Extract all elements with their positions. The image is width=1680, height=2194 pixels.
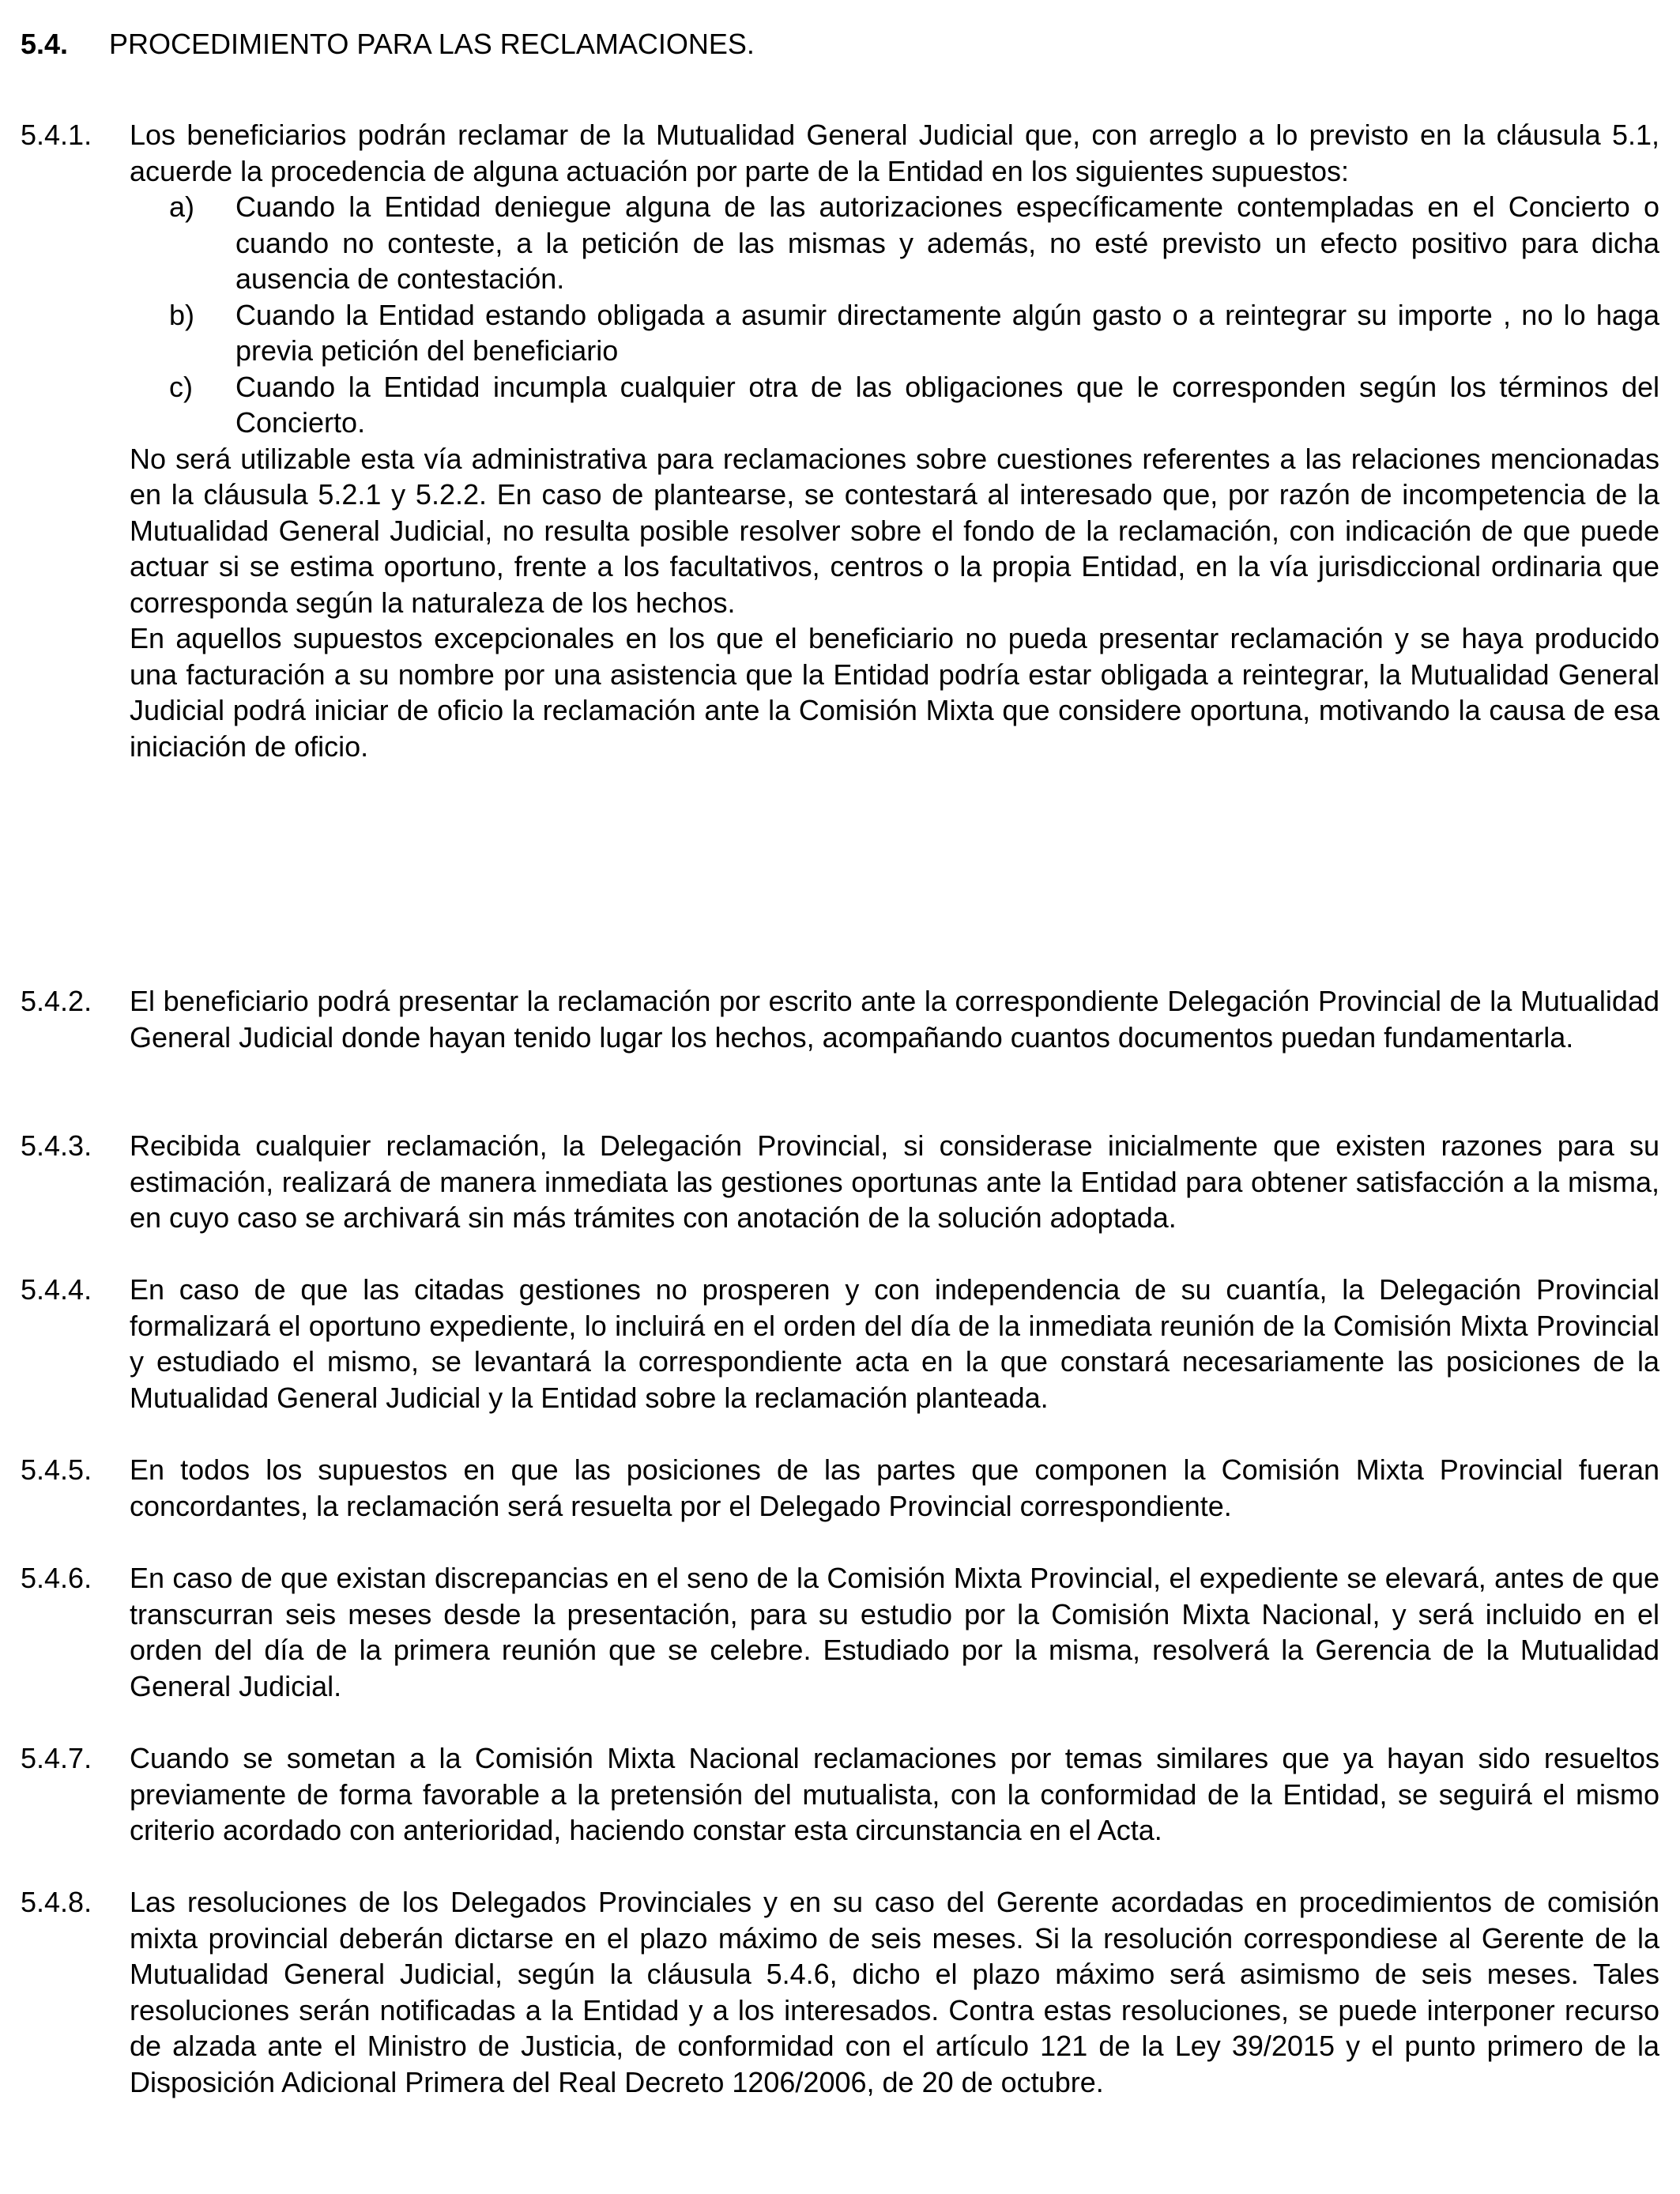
clause-5-4-5 bbox=[21, 1452, 1659, 1524]
clause-5-4-1 bbox=[21, 117, 1659, 764]
clause-5-4-3 bbox=[21, 1128, 1659, 1236]
clause-item-list bbox=[169, 189, 1659, 441]
clause-paragraph: En aquellos supuestos excepcionales en los que el beneficiario no pueda presentar reclamación y se haya producido una facturación a su nombre por una asistencia que la Entidad podría estar obligada a reintegrar, la Mutualidad General Judicial podrá iniciar de oficio la reclamación ante la Comisión Mixta que considere oportuna, motivando la causa de esa iniciación de oficio. bbox=[130, 622, 1659, 763]
clause-number: 5.4.6. bbox=[21, 1562, 92, 1594]
list-item-c bbox=[169, 369, 1659, 441]
clause-number: 5.4.2. bbox=[21, 985, 92, 1017]
clause-text: Las resoluciones de los Delegados Provinciales y en su caso del Gerente acordadas en procedimientos de comisión mixta provincial deberán dictarse en el plazo máximo de seis meses. Si la resolución correspondiese al Gerente de la Mutualidad General Judicial, según la cláusula 5.4.6, dicho el plazo máximo será asimismo de seis meses. Tales resoluciones serán notificadas a la Entidad y a los interesados. Contra estas resoluciones, se puede interponer recurso de alzada ante el Ministro de Justicia, de conformidad con el artículo 121 de la Ley 39/2015 y el punto primero de la Disposición Adicional Primera del Real Decreto 1206/2006, de 20 de octubre. bbox=[130, 1886, 1659, 2098]
clause-text: El beneficiario podrá presentar la reclamación por escrito ante la correspondiente Delegación Provincial de la Mutualidad General Judicial donde hayan tenido lugar los hechos, acompañando cuantos documentos puedan fundamentarla. bbox=[130, 985, 1659, 1054]
clause-number: 5.4.8. bbox=[21, 1886, 92, 1918]
clause-5-4-2 bbox=[21, 983, 1659, 1055]
clause-paragraph: No será utilizable esta vía administrativa para reclamaciones sobre cuestiones referentes a las relaciones mencionadas en la cláusula 5.2.1 y 5.2.2. En caso de plantearse, se contestará al interesado que, por razón de incompetencia de la Mutualidad General Judicial, no resulta posible resolver sobre el fondo de la reclamación, con indicación de que puede actuar si se estima oportuno, frente a los facultativos, centros o la propia Entidad, en la vía jurisdiccional ordinaria que corresponda según la naturaleza de los hechos. bbox=[130, 442, 1659, 619]
clause-text: Recibida cualquier reclamación, la Delegación Provincial, si considerase inicialmente que existen razones para su estimación, realizará de manera inmediata las gestiones oportunas ante la Entidad para obtener satisfacción a la misma, en cuyo caso se archivará sin más trámites con anotación de la solución adoptada. bbox=[130, 1129, 1659, 1234]
clause-5-4-6 bbox=[21, 1560, 1659, 1704]
clause-5-4-7 bbox=[21, 1740, 1659, 1849]
clause-number: 5.4.7. bbox=[21, 1742, 92, 1774]
section-heading-number: 5.4. bbox=[21, 28, 69, 60]
clause-text: En caso de que las citadas gestiones no prosperen y con independencia de su cuantía, la Delegación Provincial formalizará el oportuno expediente, lo incluirá en el orden del día de la inmediata reunión de la Comisión Mixta Provincial y estudiado el mismo, se levantará la correspondiente acta en la que constará necesariamente las posiciones de la Mutualidad General Judicial y la Entidad sobre la reclamación planteada. bbox=[130, 1273, 1659, 1414]
list-item-label: c) bbox=[169, 370, 193, 403]
clause-number: 5.4.3. bbox=[21, 1129, 92, 1162]
clause-number: 5.4.4. bbox=[21, 1273, 92, 1306]
section-heading-title: PROCEDIMIENTO PARA LAS RECLAMACIONES. bbox=[109, 28, 755, 60]
clause-number: 5.4.5. bbox=[21, 1453, 92, 1486]
clause-intro: Los beneficiarios podrán reclamar de la Mutualidad General Judicial que, con arreglo a lo previsto en la cláusula 5.1, acuerde la procedencia de alguna actuación por parte de la Entidad en los siguientes supuestos: bbox=[130, 119, 1659, 187]
clause-text: En caso de que existan discrepancias en el seno de la Comisión Mixta Provincial, el expediente se elevará, antes de que transcurran seis meses desde la presentación, para su estudio por la Comisión Mixta Nacional, y será incluido en el orden del día de la primera reunión que se celebre. Estudiado por la misma, resolverá la Gerencia de la Mutualidad General Judicial. bbox=[130, 1562, 1659, 1702]
list-item-label: b) bbox=[169, 298, 195, 331]
list-item-b bbox=[169, 297, 1659, 369]
list-item-a bbox=[169, 189, 1659, 297]
clause-5-4-8 bbox=[21, 1884, 1659, 2100]
clause-number: 5.4.1. bbox=[21, 119, 92, 151]
list-item-text: Cuando la Entidad estando obligada a asumir directamente algún gasto o a reintegrar su importe , no lo haga previa petición del beneficiario bbox=[235, 298, 1659, 367]
clause-5-4-4 bbox=[21, 1272, 1659, 1416]
list-item-text: Cuando la Entidad incumpla cualquier otra de las obligaciones que le corresponden según los términos del Concierto. bbox=[235, 370, 1659, 439]
list-item-text: Cuando la Entidad deniegue alguna de las autorizaciones específicamente contempladas en el Concierto o cuando no conteste, a la petición de las mismas y además, no esté previsto un efecto positivo para dicha ausencia de contestación. bbox=[235, 190, 1659, 295]
section-heading bbox=[21, 27, 755, 62]
clause-text: Cuando se sometan a la Comisión Mixta Nacional reclamaciones por temas similares que ya hayan sido resueltos previamente de forma favorable a la pretensión del mutualista, con la conformidad de la Entidad, se seguirá el mismo criterio acordado con anterioridad, haciendo constar esta circunstancia en el Acta. bbox=[130, 1742, 1659, 1846]
clause-text: En todos los supuestos en que las posiciones de las partes que componen la Comisión Mixta Provincial fueran concordantes, la reclamación será resuelta por el Delegado Provincial correspondiente. bbox=[130, 1453, 1659, 1522]
list-item-label: a) bbox=[169, 190, 195, 223]
